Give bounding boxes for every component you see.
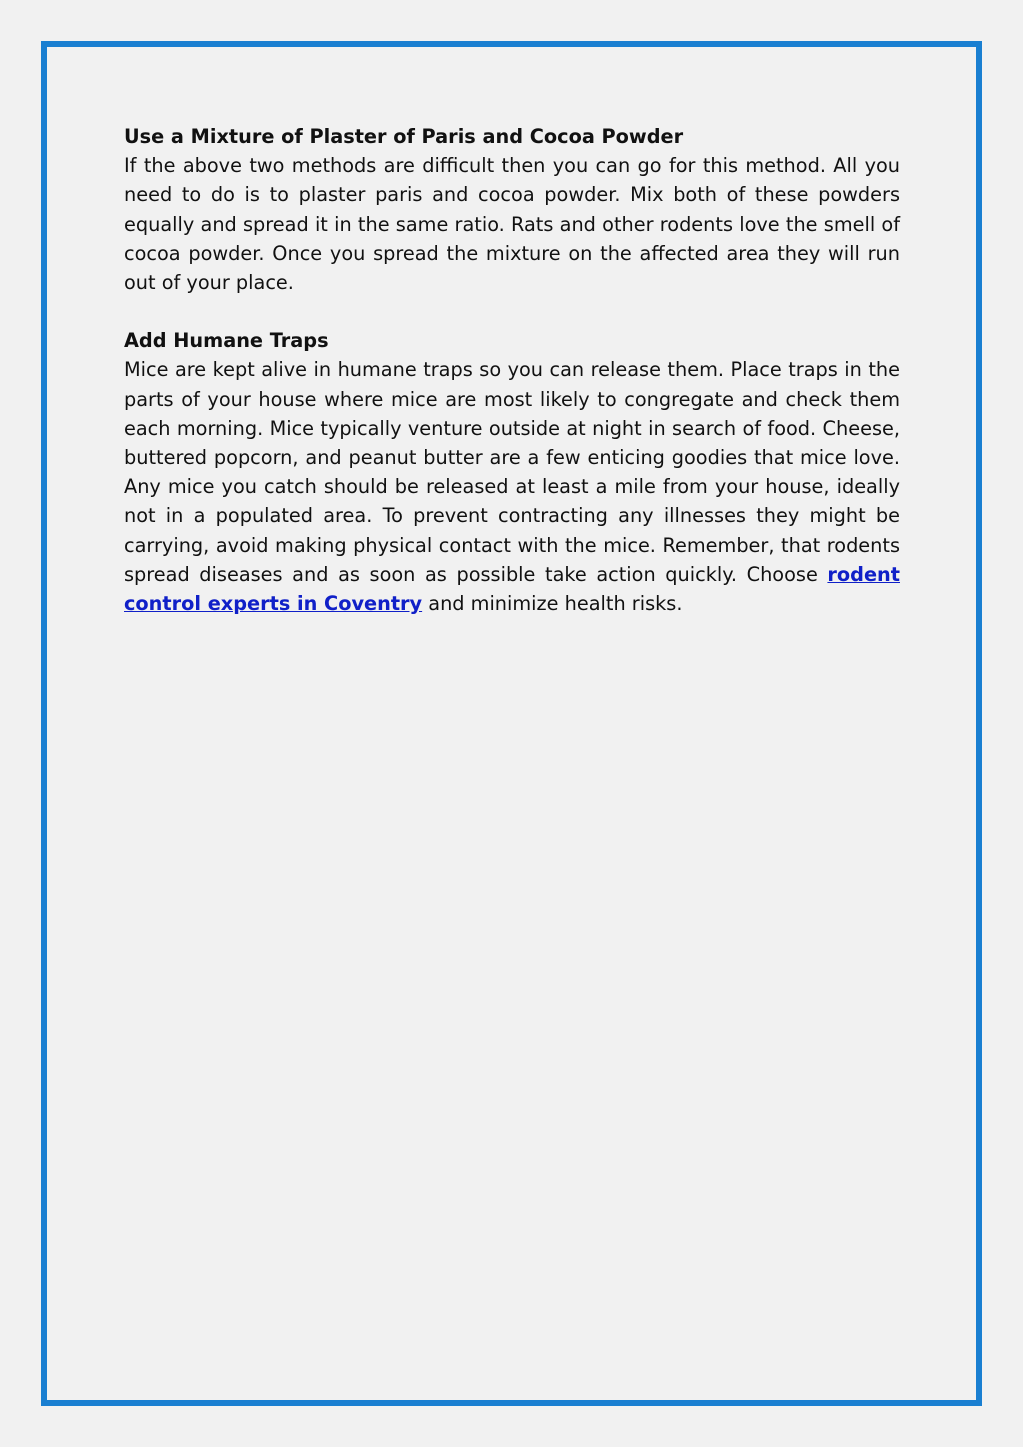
section-paragraph xyxy=(124,355,900,618)
rodent-control-link[interactable]: rodent control experts in Coventry xyxy=(124,562,900,616)
section-plaster-cocoa xyxy=(124,122,900,297)
section-heading: Use a Mixture of Plaster of Paris and Cocoa Powder xyxy=(124,125,684,148)
section-paragraph: If the above two methods are difficult then you can go for this method. All you need to do is to plaster paris and cocoa powder. Mix both of these powders equally and spread it in the same ratio. Rats and other rodents love the smell of cocoa powder. Once you spread the mixture on the affected area they will run out of your place. xyxy=(124,154,900,295)
paragraph-text-after-link: and minimize health risks. xyxy=(422,592,683,616)
section-humane-traps xyxy=(124,326,900,618)
paragraph-text-before-link: Mice are kept alive in humane traps so you can release them. Place traps in the parts of your house where mice are most likely to congregate and check them each morning. Mice typically venture outside at night in search of food. Cheese, buttered popcorn, and peanut butter are a few enticing goodies that mice love. Any mice you catch should be released at least a mile from your house, ideally not in a populated area. To prevent contracting any illnesses they might be carrying, avoid making physical contact with the mice. Remember, that rodents spread diseases and as soon as possible take action quickly. Choose xyxy=(124,358,900,586)
section-heading: Add Humane Traps xyxy=(124,329,329,353)
document-content xyxy=(124,122,900,647)
